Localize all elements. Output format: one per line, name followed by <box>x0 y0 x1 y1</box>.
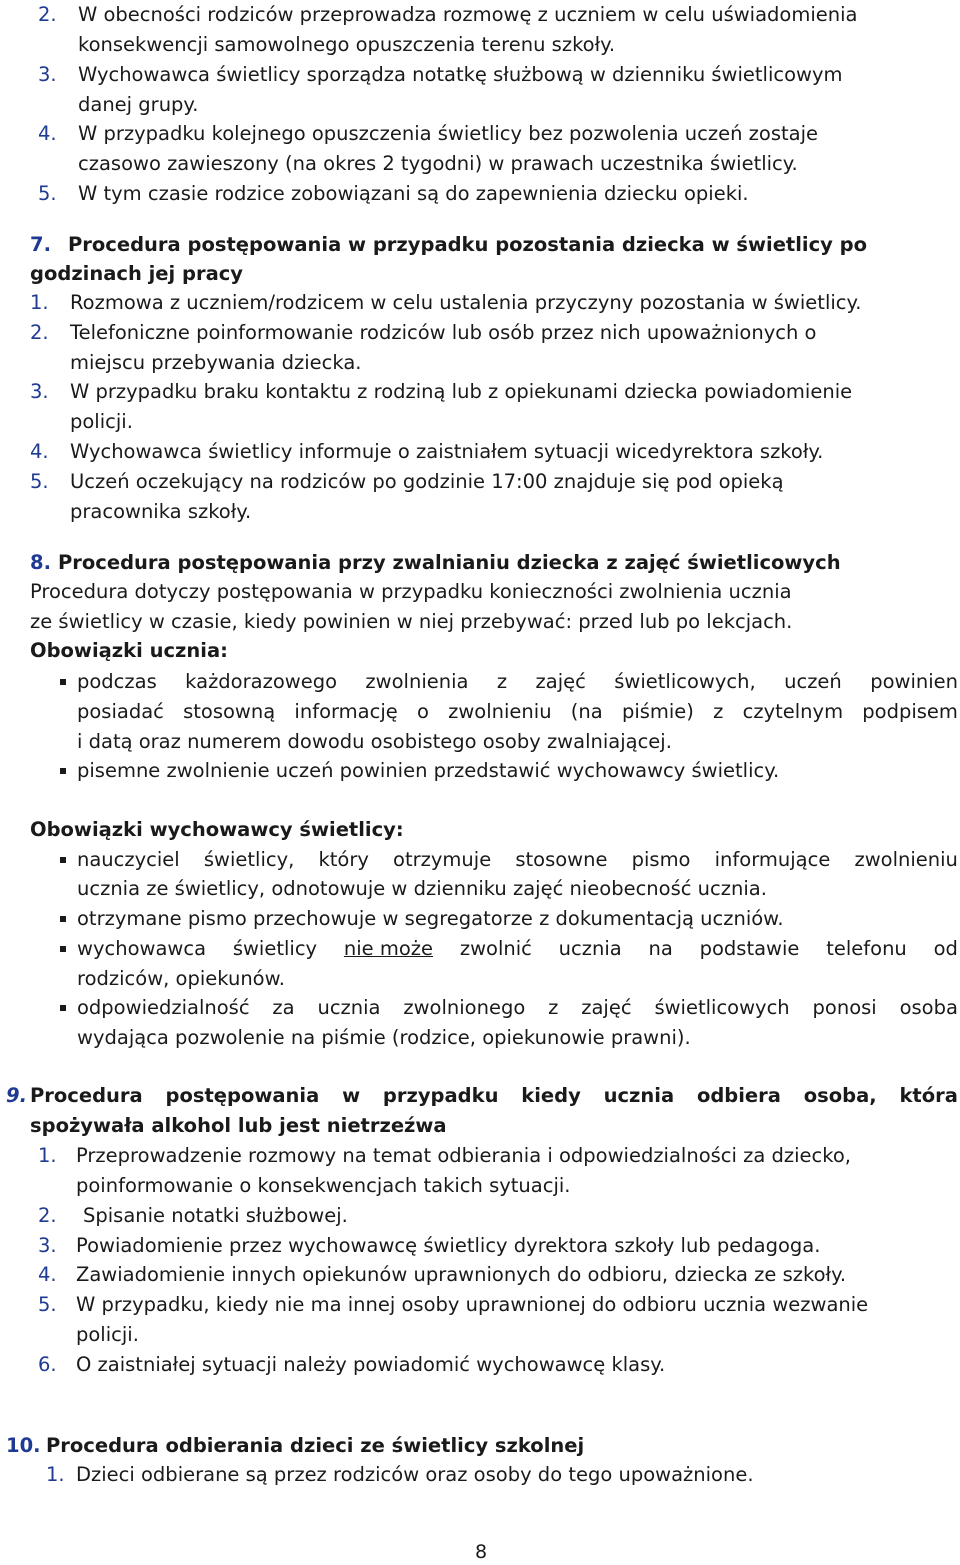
word: z <box>496 670 508 693</box>
list-item-line: O zaistniałej sytuacji należy powiadomić wychowawcę klasy. <box>76 1353 666 1376</box>
word: świetlicowych, <box>614 670 756 693</box>
list-item-line: Telefoniczne poinformowanie rodziców lub osób przez nich upoważnionych o <box>70 321 817 344</box>
bullet-text: rodziców, opiekunów. <box>77 967 285 990</box>
word: postępowania <box>165 1084 320 1107</box>
word: kiedy <box>521 1084 581 1107</box>
word: zajęć <box>535 670 586 693</box>
word: (na <box>570 700 603 723</box>
word: z <box>548 996 559 1019</box>
word: informację <box>294 700 398 723</box>
list-item-line: Rozmowa z uczniem/rodzicem w celu ustalenia przyczyny pozostania w świetlicy. <box>70 291 862 314</box>
item-number: 2. <box>30 321 49 344</box>
list-item-line: Przeprowadzenie rozmowy na temat odbierania i odpowiedzialności za dziecko, <box>76 1144 851 1167</box>
intro-line: ze świetlicy w czasie, kiedy powinien w niej przebywać: przed lub po lekcjach. <box>30 610 793 633</box>
bullet-text: pisemne zwolnienie uczeń powinien przedstawić wychowawcy świetlicy. <box>77 759 780 782</box>
subheading-teacher-duties: Obowiązki wychowawcy świetlicy: <box>30 818 404 841</box>
item-number: 4. <box>38 122 57 145</box>
emphasis-underlined: nie może <box>343 937 434 960</box>
list-item-line: miejscu przebywania dziecka. <box>70 351 362 374</box>
item-number: 5. <box>38 182 57 205</box>
bullet-icon <box>60 946 66 952</box>
item-number: 4. <box>38 1263 57 1286</box>
word: z <box>713 700 724 723</box>
item-number: 1. <box>30 291 49 314</box>
word: informujące <box>714 848 831 871</box>
word: zwolnionego <box>403 996 526 1019</box>
word: podczas <box>77 670 157 693</box>
list-item-line: W przypadku braku kontaktu z rodziną lub z opiekunami dziecka powiadomienie <box>70 380 853 403</box>
word: każdorazowego <box>185 670 338 693</box>
section-title: godzinach jej pracy <box>30 262 244 285</box>
subheading-student-duties: Obowiązki ucznia: <box>30 639 228 662</box>
word: w <box>342 1084 361 1107</box>
word: zwolnieniu <box>448 700 552 723</box>
bullet-line <box>77 669 958 695</box>
word: zwolnieniu <box>854 848 958 871</box>
list-item-line: pracownika szkoły. <box>70 500 252 523</box>
section-number: 9. <box>6 1084 27 1107</box>
bullet-icon <box>60 1005 66 1011</box>
word: Procedura <box>30 1084 143 1107</box>
list-item-line: policji. <box>76 1323 139 1346</box>
list-item-line: Zawiadomienie innych opiekunów uprawnionych do odbioru, dziecka ze szkoły. <box>76 1263 847 1286</box>
list-item-line: W przypadku kolejnego opuszczenia świetlicy bez pozwolenia uczeń zostaje <box>78 122 819 145</box>
bullet-line <box>77 995 958 1021</box>
word: osoba <box>899 996 958 1019</box>
list-item-line: Powiadomienie przez wychowawcę świetlicy dyrektora szkoły lub pedagoga. <box>76 1234 821 1257</box>
word: podpisem <box>862 700 958 723</box>
word: o <box>416 700 429 723</box>
list-item-line: policji. <box>70 410 133 433</box>
list-item-line: konsekwencji samowolnego opuszczenia terenu szkoły. <box>78 33 616 56</box>
word: czytelnym <box>742 700 844 723</box>
word: który <box>318 848 369 871</box>
word: świetlicy <box>232 937 318 960</box>
bullet-icon <box>60 857 66 863</box>
bullet-text: wydająca pozwolenie na piśmie (rodzice, opiekunowie prawni). <box>77 1026 691 1049</box>
bullet-line-underlined <box>77 936 958 962</box>
item-number: 4. <box>30 440 49 463</box>
section-title: Procedura postępowania w przypadku pozostania dziecka w świetlicy po <box>68 233 868 256</box>
section-number: 8. <box>30 551 51 574</box>
word: ucznia <box>317 996 381 1019</box>
word: odpowiedzialność <box>77 996 250 1019</box>
bullet-text: otrzymane pismo przechowuje w segregatorze z dokumentacją uczniów. <box>77 907 784 930</box>
intro-line: Procedura dotyczy postępowania w przypadku konieczności zwolnienia ucznia <box>30 580 792 603</box>
item-number: 1. <box>38 1144 57 1167</box>
word: zajęć <box>581 996 632 1019</box>
bullet-icon <box>60 768 66 774</box>
section-title: Procedura odbierania dzieci ze świetlicy szkolnej <box>46 1434 585 1457</box>
item-number: 2. <box>38 3 57 26</box>
word: otrzymuje <box>393 848 492 871</box>
item-number: 5. <box>30 470 49 493</box>
word: za <box>272 996 295 1019</box>
list-item-line: Wychowawca świetlicy informuje o zaistniałem sytuacji wicedyrektora szkoły. <box>70 440 824 463</box>
bullet-icon <box>60 679 66 685</box>
word: na <box>648 937 673 960</box>
word: piśmie) <box>621 700 694 723</box>
word: ucznia <box>603 1084 675 1107</box>
word: podstawie <box>699 937 800 960</box>
section-number: 7. <box>30 233 51 256</box>
item-number: 5. <box>38 1293 57 1316</box>
word: nauczyciel <box>77 848 180 871</box>
bullet-icon <box>60 916 66 922</box>
list-item-line: danej grupy. <box>78 93 199 116</box>
word: wychowawca <box>77 937 207 960</box>
word: zwolnienia <box>365 670 469 693</box>
section-title <box>30 1083 958 1109</box>
list-item-line: Spisanie notatki służbowej. <box>83 1204 348 1227</box>
bullet-text: i datą oraz numerem dowodu osobistego osoby zwalniającej. <box>77 730 672 753</box>
item-number: 3. <box>30 380 49 403</box>
section-title: Procedura postępowania przy zwalnianiu dziecka z zajęć świetlicowych <box>58 551 841 574</box>
list-item-line: poinformowanie o konsekwencjach takich sytuacji. <box>76 1174 571 1197</box>
word: zwolnić <box>459 937 532 960</box>
word: posiadać <box>77 700 164 723</box>
item-number: 6. <box>38 1353 57 1376</box>
word: ponosi <box>812 996 877 1019</box>
word: pismo <box>631 848 691 871</box>
word: świetlicowych <box>654 996 790 1019</box>
word: przypadku <box>382 1084 499 1107</box>
page-number: 8 <box>475 1541 488 1563</box>
word: od <box>933 937 958 960</box>
bullet-line <box>77 699 958 725</box>
list-item-line: W przypadku, kiedy nie ma innej osoby uprawnionej do odbioru ucznia wezwanie <box>76 1293 869 1316</box>
bullet-line <box>77 847 958 873</box>
word: ucznia <box>558 937 622 960</box>
item-number: 3. <box>38 1234 57 1257</box>
item-number: 3. <box>38 63 57 86</box>
word: osoba, <box>803 1084 877 1107</box>
bullet-text: ucznia ze świetlicy, odnotowuje w dzienniku zajęć nieobecność ucznia. <box>77 877 767 900</box>
list-item-line: W obecności rodziców przeprowadza rozmowę z uczniem w celu uświadomienia <box>78 3 858 26</box>
word: telefonu <box>826 937 907 960</box>
list-item-line: Dzieci odbierane są przez rodziców oraz osoby do tego upoważnione. <box>76 1463 754 1486</box>
word: która <box>899 1084 958 1107</box>
list-item-line: Uczeń oczekujący na rodziców po godzinie 17:00 znajduje się pod opieką <box>70 470 784 493</box>
word: stosowną <box>183 700 276 723</box>
word: powinien <box>870 670 958 693</box>
word: świetlicy, <box>203 848 295 871</box>
section-number: 10. <box>6 1434 41 1457</box>
word: stosowne <box>515 848 608 871</box>
list-item-line: W tym czasie rodzice zobowiązani są do zapewnienia dziecku opieki. <box>78 182 749 205</box>
word: uczeń <box>784 670 842 693</box>
item-number: 1. <box>46 1463 65 1486</box>
list-item-line: czasowo zawieszony (na okres 2 tygodni) w prawach uczestnika świetlicy. <box>78 152 798 175</box>
section-title: spożywała alkohol lub jest nietrzeźwa <box>30 1114 447 1137</box>
item-number: 2. <box>38 1204 57 1227</box>
list-item-line: Wychowawca świetlicy sporządza notatkę służbową w dzienniku świetlicowym <box>78 63 843 86</box>
word: odbiera <box>696 1084 781 1107</box>
